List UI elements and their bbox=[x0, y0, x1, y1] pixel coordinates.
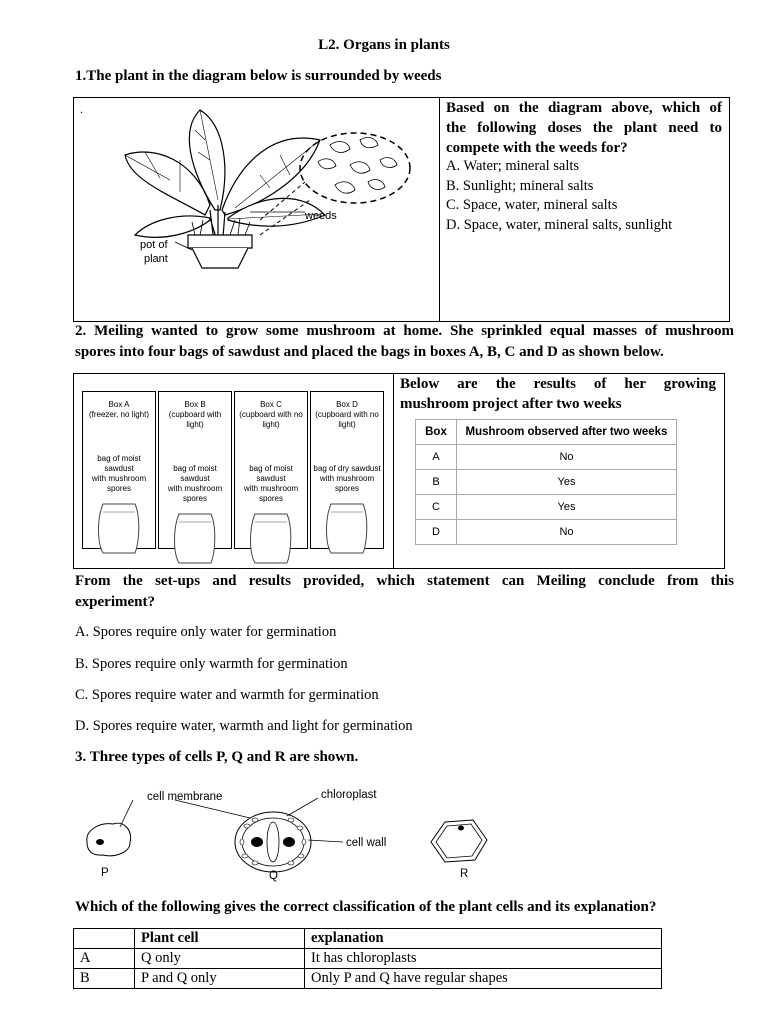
box-d-condition: (cupboard with no light) bbox=[315, 410, 379, 429]
results-cell: A bbox=[416, 445, 457, 470]
q2-conclusion bbox=[75, 571, 734, 613]
q1-question-line3: compete with the weeds for? bbox=[446, 140, 628, 156]
classification-cell: Q only bbox=[135, 949, 305, 969]
cell-q-label: Q bbox=[269, 870, 278, 882]
cell-membrane-label: cell membrane bbox=[147, 791, 223, 803]
q1-divider bbox=[439, 97, 440, 322]
classification-header-plant-cell: Plant cell bbox=[135, 929, 305, 949]
results-cell: D bbox=[416, 520, 457, 545]
box-b-condition: (cupboard with light) bbox=[168, 410, 222, 429]
q2-option-c: C. Spores require water and warmth for germination bbox=[75, 687, 379, 703]
chloroplast-label: chloroplast bbox=[321, 789, 377, 801]
cell-p-label: P bbox=[101, 867, 109, 879]
results-cell: Yes bbox=[457, 470, 677, 495]
table-row bbox=[74, 969, 662, 989]
classification-cell: B bbox=[74, 969, 135, 989]
q1-question-line2: the following doses the plant need to bbox=[446, 120, 722, 136]
box-c-setup bbox=[234, 391, 308, 549]
results-table bbox=[415, 419, 677, 545]
box-d-bag-line2: with mushroom spores bbox=[319, 474, 375, 493]
q2-conclusion-line2: experiment? bbox=[75, 594, 155, 610]
bag-c bbox=[235, 508, 307, 568]
q2-heading-line1: 2. Meiling wanted to grow some mushroom at home. She sprinkled equal masses of mushroom bbox=[75, 323, 734, 339]
q1-question bbox=[446, 98, 722, 158]
classification-table bbox=[73, 928, 662, 989]
q1-option-c: C. Space, water, mineral salts bbox=[446, 197, 618, 213]
results-header-box: Box bbox=[416, 420, 457, 445]
classification-cell: P and Q only bbox=[135, 969, 305, 989]
q2-results-text bbox=[400, 374, 716, 414]
q2-heading-line2: spores into four bags of sawdust and placed the bags in boxes A, B, C and D as shown below. bbox=[75, 344, 664, 360]
box-b-setup bbox=[158, 391, 232, 549]
q1-option-d: D. Space, water, mineral salts, sunlight bbox=[446, 216, 673, 233]
classification-cell: It has chloroplasts bbox=[305, 949, 662, 969]
bag-d bbox=[311, 498, 383, 558]
q2-results-line2: mushroom project after two weeks bbox=[400, 396, 622, 412]
box-a-name: Box A bbox=[108, 400, 130, 409]
results-cell: No bbox=[457, 445, 677, 470]
cell-r-label: R bbox=[460, 868, 469, 880]
q2-option-d: D. Spores require water, warmth and light for germination bbox=[75, 718, 413, 734]
classification-cell: A bbox=[74, 949, 135, 969]
classification-header-blank bbox=[74, 929, 135, 949]
box-d-bag-line1: bag of dry sawdust bbox=[313, 464, 381, 473]
cell-wall-label: cell wall bbox=[346, 837, 387, 849]
results-cell: No bbox=[457, 520, 677, 545]
box-a-setup bbox=[82, 391, 156, 549]
cells-diagram bbox=[75, 780, 515, 880]
table-row bbox=[416, 520, 677, 545]
results-cell: Yes bbox=[457, 495, 677, 520]
q2-conclusion-line1: From the set-ups and results provided, which statement can Meiling conclude from this bbox=[75, 573, 734, 589]
bag-b bbox=[159, 508, 231, 568]
pot-label bbox=[140, 238, 168, 266]
q1-option-b: B. Sunlight; mineral salts bbox=[446, 177, 594, 194]
bag-a bbox=[83, 498, 155, 558]
results-cell: B bbox=[416, 470, 457, 495]
q1-dot: . bbox=[80, 102, 83, 116]
classification-header-explanation: explanation bbox=[305, 929, 662, 949]
q1-heading: 1.The plant in the diagram below is surrounded by weeds bbox=[75, 68, 442, 84]
box-b-bag-line2: with mushroom spores bbox=[167, 484, 223, 503]
box-b-bag-line1: bag of moist sawdust bbox=[173, 464, 217, 483]
q3-heading: 3. Three types of cells P, Q and R are shown. bbox=[75, 749, 359, 765]
results-cell: C bbox=[416, 495, 457, 520]
classification-cell: Only P and Q have regular shapes bbox=[305, 969, 662, 989]
cell-p-shape bbox=[87, 823, 131, 856]
results-header-row bbox=[416, 420, 677, 445]
box-d-setup bbox=[310, 391, 384, 549]
pot-label-line1: pot of bbox=[140, 239, 168, 251]
box-c-bag-line1: bag of moist sawdust bbox=[249, 464, 293, 483]
q2-option-a: A. Spores require only water for germination bbox=[75, 624, 337, 640]
table-row bbox=[416, 445, 677, 470]
table-row bbox=[416, 470, 677, 495]
box-c-bag-line2: with mushroom spores bbox=[243, 484, 299, 503]
weeds-label: weeds bbox=[305, 210, 337, 222]
q2-divider bbox=[393, 373, 394, 569]
pot-label-line2: plant bbox=[144, 253, 168, 265]
q2-heading bbox=[75, 321, 734, 363]
results-header-observed: Mushroom observed after two weeks bbox=[457, 420, 677, 445]
box-a-bag-line2: with mushroom spores bbox=[91, 474, 147, 493]
classification-header-row bbox=[74, 929, 662, 949]
page-title: L2. Organs in plants bbox=[318, 37, 450, 53]
table-row bbox=[416, 495, 677, 520]
box-d-name: Box D bbox=[336, 400, 358, 409]
table-row bbox=[74, 949, 662, 969]
box-c-name: Box C bbox=[260, 400, 282, 409]
q1-option-a: A. Water; mineral salts bbox=[446, 158, 580, 174]
q2-option-b: B. Spores require only warmth for germination bbox=[75, 656, 348, 672]
box-c-condition: (cupboard with no light) bbox=[239, 410, 303, 429]
q1-options bbox=[446, 157, 672, 235]
box-a-bag-line1: bag of moist sawdust bbox=[97, 454, 141, 473]
q2-results-line1: Below are the results of her growing bbox=[400, 376, 716, 392]
q1-question-line1: Based on the diagram above, which of bbox=[446, 100, 722, 116]
q3-question: Which of the following gives the correct classification of the plant cells and its explanation? bbox=[75, 899, 657, 915]
box-b-name: Box B bbox=[184, 400, 206, 409]
box-a-condition: (freezer, no light) bbox=[88, 410, 150, 419]
